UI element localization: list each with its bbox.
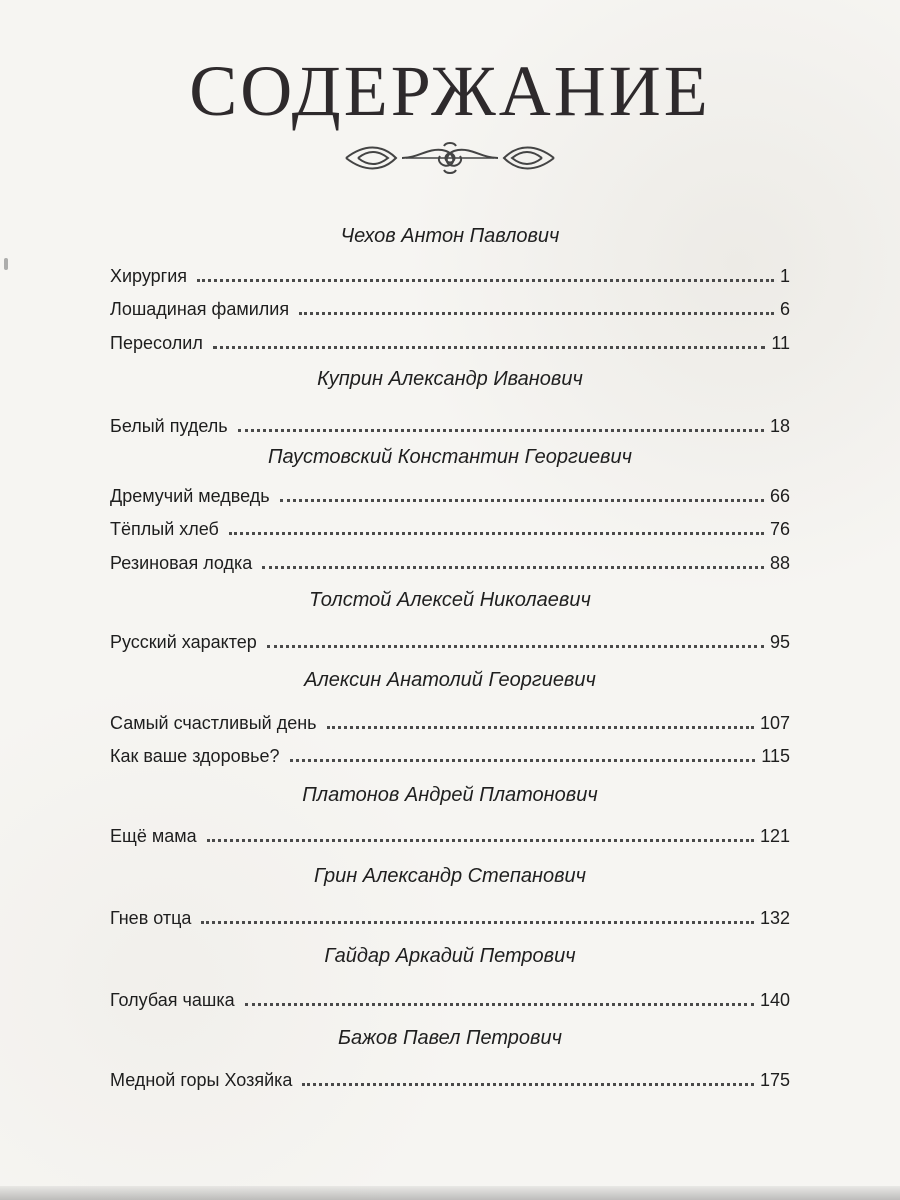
dot-leader	[280, 499, 764, 502]
page-number: 115	[761, 746, 790, 766]
dot-leader	[238, 429, 764, 432]
toc-entry	[110, 258, 790, 288]
dot-leader	[290, 759, 756, 762]
entry-title: Тёплый хлеб	[110, 519, 219, 539]
author-heading: Чехов Антон Павлович	[340, 225, 560, 247]
dot-leader	[245, 1003, 754, 1006]
page-number: 121	[759, 826, 790, 846]
toc-entry	[110, 511, 790, 541]
dot-leader	[229, 532, 764, 535]
author-heading: Алексин Анатолий Георгиевич	[304, 669, 596, 691]
dot-leader	[299, 312, 774, 315]
entry-title: Как ваше здоровье?	[110, 746, 280, 766]
entry-title: Дремучий медведь	[110, 486, 270, 506]
entry-title: Гнев отца	[110, 908, 192, 928]
author-heading: Гайдар Аркадий Петрович	[324, 945, 576, 967]
entry-title: Лошадиная фамилия	[110, 299, 290, 319]
page-number: 76	[769, 519, 790, 539]
toc-entry	[110, 738, 790, 768]
toc-entry	[110, 624, 790, 654]
page-number: 11	[771, 333, 790, 353]
dot-leader	[201, 921, 754, 924]
toc-entry	[110, 982, 790, 1012]
page-title: СОДЕРЖАНИЕ	[189, 51, 711, 131]
dot-leader	[327, 726, 754, 729]
entry-title: Белый пудель	[110, 416, 228, 436]
dot-leader	[213, 346, 765, 349]
dot-leader	[267, 645, 764, 648]
page-number: 175	[759, 1070, 790, 1090]
dot-leader	[262, 566, 764, 569]
author-heading: Куприн Александр Иванович	[317, 368, 583, 390]
page-number: 132	[759, 908, 790, 928]
toc-entry	[110, 900, 790, 930]
page-number: 66	[769, 486, 790, 506]
author-heading: Паустовский Константин Георгиевич	[268, 446, 632, 468]
page-number: 88	[769, 553, 790, 573]
toc-entry	[110, 291, 790, 321]
toc-entry	[110, 705, 790, 735]
dot-leader	[302, 1083, 754, 1086]
page-bottom-shadow	[0, 1186, 900, 1200]
author-heading: Бажов Павел Петрович	[338, 1027, 562, 1049]
entry-title: Русский характер	[110, 632, 257, 652]
entry-title: Голубая чашка	[110, 990, 235, 1010]
author-heading: Грин Александр Степанович	[313, 865, 587, 887]
entry-title: Самый счастливый день	[110, 713, 317, 733]
entry-title: Резиновая лодка	[110, 553, 253, 573]
toc-entry	[110, 325, 790, 355]
entry-title: Пересолил	[110, 333, 203, 353]
page-number: 6	[779, 299, 790, 319]
page-number: 1	[779, 266, 790, 286]
dot-leader	[197, 279, 774, 282]
page-number: 95	[769, 632, 790, 652]
toc-entry	[110, 408, 790, 438]
toc-entry	[110, 818, 790, 848]
entry-title: Хирургия	[110, 266, 188, 286]
page-number: 18	[769, 416, 790, 436]
author-heading: Толстой Алексей Николаевич	[309, 589, 591, 611]
author-heading: Платонов Андрей Платонович	[302, 784, 598, 806]
entry-title: Ещё мама	[110, 826, 197, 846]
entry-title: Медной горы Хозяйка	[110, 1070, 293, 1090]
toc-entry	[110, 478, 790, 508]
page-number: 107	[759, 713, 790, 733]
toc-entry	[110, 1062, 790, 1092]
toc-entry	[110, 545, 790, 575]
dot-leader	[207, 839, 754, 842]
page-number: 140	[759, 990, 790, 1010]
